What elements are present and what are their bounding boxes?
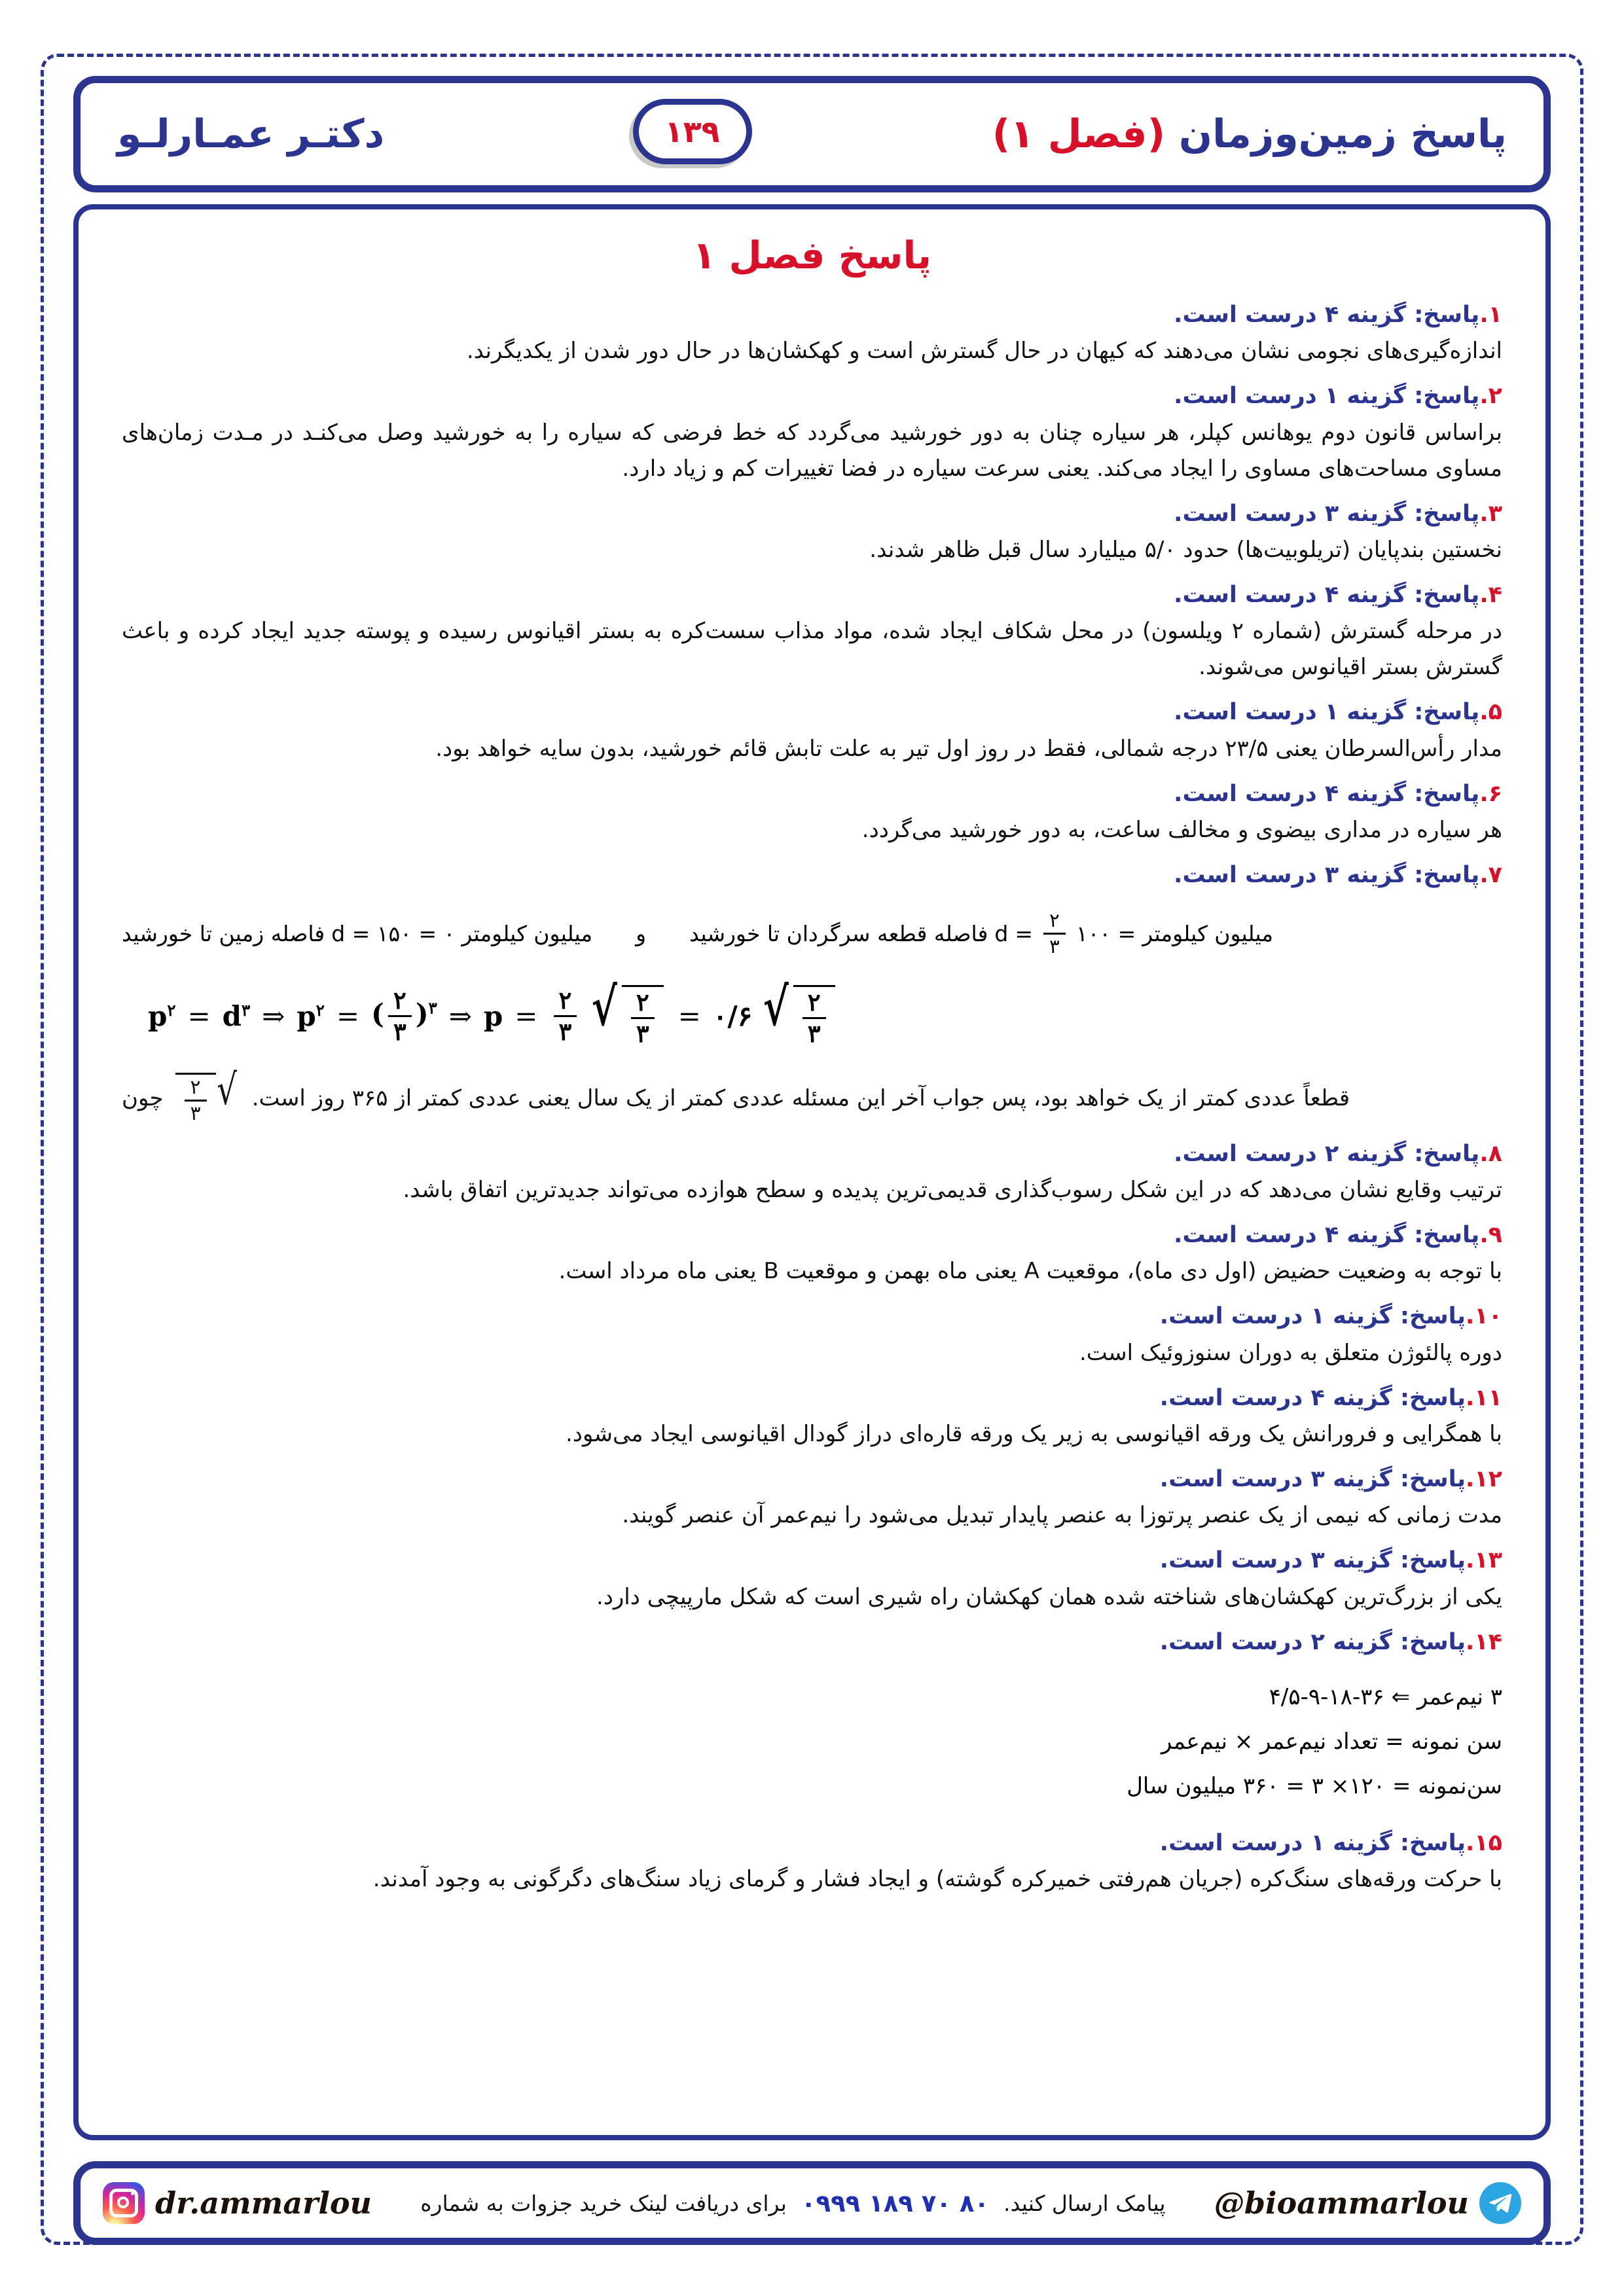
answer-body-6: هر سیاره در مداری بیضوی و مخالف ساعت، به دور خورشید می‌گردد. bbox=[861, 817, 1502, 844]
answer-number-8: ۸. bbox=[1479, 1140, 1502, 1167]
q14-halflife-calculation bbox=[122, 1675, 1502, 1808]
answer-head-13 bbox=[122, 1545, 1502, 1576]
answer-body-3: نخستین بندپایان (تریلوبیت‌ها) حدود ۵/۰ میلیارد سال قبل ظاهر شدند. bbox=[869, 536, 1502, 563]
answer-head-10 bbox=[122, 1301, 1502, 1332]
answer-head-6 bbox=[122, 779, 1502, 810]
page-number-badge bbox=[626, 99, 751, 170]
q14-calc-line-2: سن نمونه = تعداد نیم‌عمر × نیم‌عمر bbox=[1161, 1728, 1502, 1755]
answer-head-1 bbox=[122, 300, 1502, 331]
q7-kepler-formula bbox=[148, 976, 1502, 1049]
answer-head-3 bbox=[122, 499, 1502, 529]
answer-head-text-13: پاسخ: گزینه ۳ درست است. bbox=[1159, 1547, 1466, 1574]
q7-chon-tail: قطعاً عددی کمتر از یک خواهد بود، پس جواب آخر این مسئله عددی کمتر از یک سال یعنی عددی کمتر از ۳۶۵ روز است. bbox=[251, 1085, 1350, 1112]
instagram-handle[interactable]: dr.ammarlou bbox=[155, 2185, 372, 2221]
answer-head-text-5: پاسخ: گزینه ۱ درست است. bbox=[1174, 699, 1480, 726]
answer-head-text-12: پاسخ: گزینه ۳ درست است. bbox=[1159, 1466, 1466, 1493]
formula-d: $d^۳$ bbox=[222, 999, 251, 1032]
answer-number-11: ۱۱. bbox=[1465, 1384, 1502, 1411]
answer-head-text-7: پاسخ: گزینه ۳ درست است. bbox=[1174, 862, 1480, 889]
answer-body-1: اندازه‌گیری‌های نجومی نشان می‌دهند که کیهان در حال گسترش است و کهکشان‌ها در حال دور شدن از یکدیگرند. bbox=[466, 338, 1502, 365]
answer-number-3: ۳. bbox=[1479, 500, 1502, 527]
answer-number-10: ۱۰. bbox=[1465, 1303, 1502, 1330]
answer-number-1: ۱. bbox=[1479, 302, 1502, 328]
answer-head-7 bbox=[122, 860, 1502, 891]
footer-message-tail: پیامک ارسال کنید. bbox=[1003, 2190, 1166, 2216]
formula-eq-3: = bbox=[514, 999, 538, 1032]
answer-head-text-8: پاسخ: گزینه ۲ درست است. bbox=[1174, 1140, 1480, 1167]
q7-earth-value: ۰ = d = ۱۵۰ bbox=[331, 920, 456, 946]
answer-head-4 bbox=[122, 580, 1502, 611]
formula-arrow-1: ⇒ bbox=[262, 999, 285, 1032]
header-title bbox=[992, 111, 1507, 157]
answer-body-13: یکی از بزرگ‌ترین کهکشان‌های شناخته شده همان کهکشان راه شیری است که شکل مارپیچی دارد. bbox=[596, 1583, 1502, 1610]
answer-body-12: مدت زمانی که نیمی از یک عنصر پرتوزا به عنصر پایدار تبدیل می‌شود را نیم‌عمر آن عنصر گویند. bbox=[622, 1502, 1502, 1529]
answer-head-2 bbox=[122, 381, 1502, 412]
q7-conjunction: و bbox=[636, 920, 647, 946]
footer-promo-message bbox=[420, 2189, 1165, 2217]
answer-head-text-2: پاسخ: گزینه ۱ درست است. bbox=[1174, 383, 1480, 410]
answer-number-2: ۲. bbox=[1479, 383, 1502, 410]
formula-arrow-2: ⇒ bbox=[448, 999, 472, 1032]
q7-comet-frac-top: ۲ bbox=[1049, 909, 1060, 932]
formula-eq-1: = bbox=[187, 999, 211, 1032]
answer-head-text-9: پاسخ: گزینه ۴ درست است. bbox=[1174, 1222, 1480, 1249]
answer-head-text-1: پاسخ: گزینه ۴ درست است. bbox=[1174, 302, 1480, 328]
answer-body-11: با همگرایی و فرورانش یک ورقه اقیانوسی به زیر یک ورقه قاره‌ای دراز گودال اقیانوسی ایجاد می‌شود. bbox=[565, 1420, 1502, 1447]
telegram-icon[interactable] bbox=[1479, 2182, 1521, 2224]
answer-head-text-4: پاسخ: گزینه ۴ درست است. bbox=[1174, 582, 1480, 609]
q7-earth-unit: میلیون کیلومتر bbox=[461, 920, 593, 946]
header-author: دکتـر عمـارلـو bbox=[117, 111, 385, 157]
answer-number-4: ۴. bbox=[1479, 582, 1502, 609]
q7-comet-fraction bbox=[1043, 910, 1066, 956]
instagram-contact[interactable] bbox=[103, 2182, 372, 2224]
answer-head-text-10: پاسخ: گزینه ۱ درست است. bbox=[1159, 1303, 1466, 1330]
answer-head-9 bbox=[122, 1220, 1502, 1251]
q7-earth-distance bbox=[122, 921, 592, 946]
formula-fraction-2: $\frac{۲}{۳}$ bbox=[554, 988, 577, 1045]
q7-comet-eq: = bbox=[1015, 920, 1033, 946]
q7-chon-sqrt: √ $\frac{۲}{۳}$ bbox=[175, 1073, 240, 1124]
formula-result: ۰/۶ bbox=[712, 999, 753, 1032]
answer-head-12 bbox=[122, 1464, 1502, 1495]
instagram-icon[interactable] bbox=[103, 2182, 145, 2224]
q7-chon-word: چون bbox=[122, 1085, 164, 1112]
page-number-value: ۱۳۹ bbox=[633, 99, 752, 164]
answer-number-13: ۱۳. bbox=[1465, 1547, 1502, 1574]
telegram-contact[interactable] bbox=[1214, 2182, 1521, 2224]
telegram-handle[interactable]: @bioammarlou bbox=[1214, 2185, 1469, 2221]
answer-head-14 bbox=[122, 1627, 1502, 1658]
answer-body-8: ترتیب وقایع نشان می‌دهد که در این شکل رسوب‌گذاری قدیمی‌ترین پدیده و سطح هوازده می‌تواند جدیدترین اتفاق باشد. bbox=[403, 1177, 1502, 1203]
answer-number-9: ۹. bbox=[1479, 1222, 1502, 1249]
radical-icon: √ bbox=[216, 1065, 237, 1115]
q7-given-row bbox=[122, 910, 1502, 956]
answer-number-7: ۷. bbox=[1479, 862, 1502, 889]
formula-eq-4: = bbox=[677, 999, 701, 1032]
formula-paren-frac: ( $\frac{۲}{۳}$ )$^۳$ bbox=[371, 985, 437, 1046]
header-title-main: پاسخ زمین‌وزمان bbox=[1178, 111, 1507, 157]
formula-p1: $p^۲$ bbox=[148, 999, 176, 1032]
page-header bbox=[73, 76, 1551, 192]
q7-earth-label: فاصله زمین تا خورشید bbox=[122, 920, 325, 946]
q7-comet-value: = ۱۰۰ bbox=[1075, 920, 1136, 946]
answer-head-8 bbox=[122, 1139, 1502, 1170]
answer-body-10: دوره پالئوژن متعلق به دوران سنوزوئیک است. bbox=[1079, 1339, 1502, 1366]
formula-fraction-1: $\frac{۲}{۳}$ bbox=[388, 988, 412, 1045]
formula-sqrt-1: √ $\frac{۲}{۳}$ bbox=[590, 985, 663, 1047]
page-title: پاسخ فصل ۱ bbox=[692, 233, 932, 278]
answer-body-5: مدار رأس‌السرطان یعنی ۲۳/۵ درجه شمالی، فقط در روز اول تیر به علت تابش قائم خورشید، بدون سایه خواهد بود. bbox=[435, 735, 1502, 762]
answer-head-5 bbox=[122, 697, 1502, 728]
formula-eq-2: = bbox=[336, 999, 360, 1032]
page-footer bbox=[73, 2161, 1551, 2245]
answer-head-text-14: پاسخ: گزینه ۲ درست است. bbox=[1159, 1628, 1466, 1655]
radical-icon: √ bbox=[591, 976, 618, 1038]
answers-content-card bbox=[73, 204, 1551, 2140]
footer-message-head: برای دریافت لینک خرید جزوات به شماره bbox=[420, 2190, 787, 2216]
header-title-chapter: (فصل ۱) bbox=[992, 111, 1166, 157]
answer-body-15: با حرکت ورقه‌های سنگ‌کره (جریان هم‌رفتی خمیرکره گوشته) و ایجاد فشار و گرمای زیاد سنگ‌های دگرگونی به وجود آمدند. bbox=[372, 1866, 1502, 1893]
answer-head-text-6: پاسخ: گزینه ۴ درست است. bbox=[1174, 780, 1480, 807]
answer-head-text-15: پاسخ: گزینه ۱ درست است. bbox=[1159, 1829, 1466, 1856]
q7-comet-label: فاصله قطعه سرگردان تا خورشید bbox=[689, 920, 988, 946]
answer-number-12: ۱۲. bbox=[1465, 1466, 1502, 1493]
answer-head-11 bbox=[122, 1383, 1502, 1414]
answer-head-text-11: پاسخ: گزینه ۴ درست است. bbox=[1159, 1384, 1466, 1411]
q7-comet-d: d bbox=[994, 920, 1009, 946]
answer-body-4: در مرحله گسترش (شماره ۲ ویلسون) در محل شکاف ایجاد شده، مواد مذاب سست‌کره به بستر اقیانوس رسیده و پوسته جدید ایجاد کرده و باعث گسترش بستر اقیانوس می‌شوند. bbox=[122, 618, 1502, 681]
formula-p3: p bbox=[483, 999, 503, 1032]
q7-comet-frac-bot: ۳ bbox=[1049, 935, 1060, 958]
q7-comet-unit: میلیون کیلومتر bbox=[1142, 920, 1274, 946]
answer-body-2: براساس قانون دوم یوهانس کپلر، هر سیاره چنان به دور خورشید می‌گردد که خط فرضی که سیاره را به خورشید وصل می‌کنـد در مـدت زمان‌های مساوی مساحت‌های مساوی را ایجاد می‌کند. یعنی سرعت سیاره در فضا تغییرات کم و زیاد دارد. bbox=[122, 419, 1502, 482]
answer-number-5: ۵. bbox=[1479, 699, 1502, 726]
answer-head-text-3: پاسخ: گزینه ۳ درست است. bbox=[1174, 500, 1480, 527]
answer-number-15: ۱۵. bbox=[1465, 1829, 1502, 1856]
q14-calc-line-3: سن‌نمونه = ۱۲۰× ۳ = ۳۶۰ میلیون سال bbox=[1127, 1772, 1502, 1799]
fraction-bar bbox=[1043, 933, 1066, 935]
q7-conclusion-line bbox=[122, 1065, 1502, 1126]
radical-icon: √ bbox=[763, 976, 789, 1038]
q14-calc-line-1: ۳ نیم‌عمر ⇐ ۳۶-۱۸-۹-۴/۵ bbox=[1269, 1683, 1502, 1710]
answer-number-6: ۶. bbox=[1479, 780, 1502, 807]
formula-sqrt-2: √ $\frac{۲}{۳}$ bbox=[761, 985, 835, 1047]
answer-head-15 bbox=[122, 1828, 1502, 1859]
answer-body-9: با توجه به وضعیت حضیض (اول دی ماه)، موقعیت A یعنی ماه بهمن و موقعیت B یعنی ماه مرداد است. bbox=[558, 1258, 1502, 1285]
footer-phone-number: ۰۹۹۹ ۱۸۹ ۷۰ ۸۰ bbox=[801, 2189, 989, 2217]
answer-number-14: ۱۴. bbox=[1465, 1628, 1502, 1655]
formula-p2: $p^۲$ bbox=[297, 999, 325, 1032]
q7-comet-distance bbox=[689, 910, 1273, 956]
